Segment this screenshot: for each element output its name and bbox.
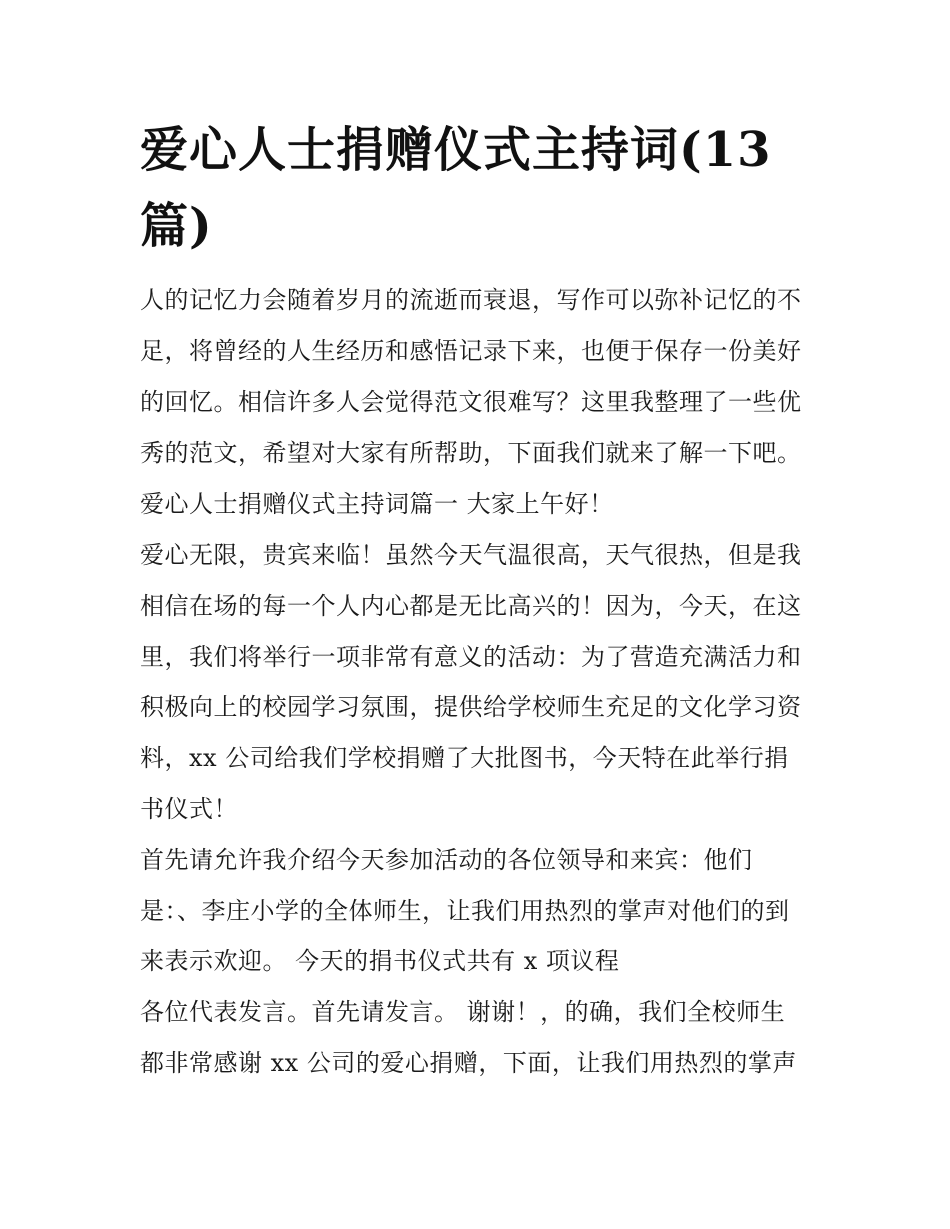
document-title: 爱心人士捐赠仪式主持词(13篇) <box>140 122 772 254</box>
paragraph-line: 首先请允许我介绍今天参加活动的各位领导和来宾：他们 <box>140 846 753 874</box>
paragraph-line: 都非常感谢 xx 公司的爱心捐赠，下面，让我们用热烈的掌声 <box>140 1049 797 1077</box>
paragraph-line: 爱心无限，贵宾来临！虽然今天气温很高，天气很热，但是我 <box>140 541 802 569</box>
paragraph-line: 各位代表发言。首先请发言。 谢谢！，的确，我们全校师生 <box>140 998 786 1026</box>
paragraph-line: 书仪式！ <box>140 795 238 823</box>
paragraph-line: 足，将曾经的人生经历和感悟记录下来，也便于保存一份美好 <box>140 337 802 365</box>
paragraph-line: 积极向上的校园学习氛围，提供给学校师生充足的文化学习资 <box>140 693 802 721</box>
paragraph-line: 来表示欢迎。 今天的捐书仪式共有 x 项议程 <box>140 947 620 975</box>
paragraph-line: 料，xx 公司给我们学校捐赠了大批图书，今天特在此举行捐 <box>140 744 789 772</box>
paragraph-line: 秀的范文，希望对大家有所帮助，下面我们就来了解一下吧。 <box>140 439 802 467</box>
paragraph-line: 里，我们将举行一项非常有意义的活动：为了营造充满活力和 <box>140 643 802 671</box>
paragraph-line: 是：、李庄小学的全体师生，让我们用热烈的掌声对他们的到 <box>140 897 790 925</box>
paragraph-line: 的回忆。相信许多人会觉得范文很难写？这里我整理了一些优 <box>140 388 802 416</box>
paragraph-line: 相信在场的每一个人内心都是无比高兴的！因为，今天，在这 <box>140 592 802 620</box>
section-heading-line: 爱心人士捐赠仪式主持词篇一 大家上午好！ <box>140 490 614 518</box>
paragraph-line: 人的记忆力会随着岁月的流逝而衰退，写作可以弥补记忆的不 <box>140 286 802 314</box>
